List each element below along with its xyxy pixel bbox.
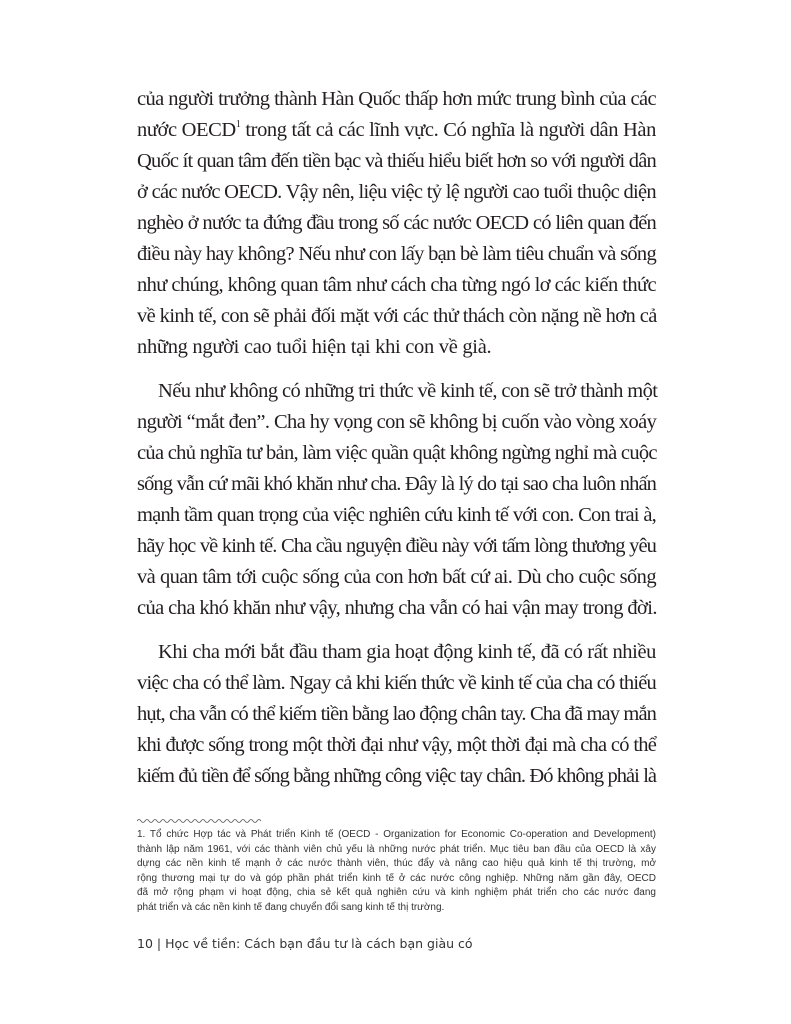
text-line: hãy học về kinh tế. Cha cầu nguyện điều này với tấm lòng thương yêu [137,535,656,557]
footnote-line: 1. Tổ chức Hợp tác và Phát triển Kinh tế (OECD - Organization for Economic Co-operation and Development) [137,829,656,840]
text-line: Quốc ít quan tâm đến tiền bạc và thiếu hiểu biết hơn so với người dân [137,150,656,172]
text-line: của cha khó khăn như vậy, nhưng cha vẫn có hai vận may trong đời. [137,597,657,619]
paragraph-3 [137,637,656,792]
text-line: Khi cha mới bắt đầu tham gia hoạt động kinh tế, đã có rất nhiều [158,641,656,663]
paragraph-2 [137,376,656,624]
text-line: người “mắt đen”. Cha hy vọng con sẽ không bị cuốn vào vòng xoáy [137,411,657,433]
text-line: nghèo ở nước ta đứng đầu trong số các nước OECD có liên quan đến [137,212,656,234]
text-line: về kinh tế, con sẽ phải đối mặt với các thử thách còn nặng nề hơn cả [137,305,657,327]
text-line: kiếm đủ tiền để sống bằng những công việc tay chân. Đó không phải là [137,765,656,787]
text-line: khi được sống trong một thời đại như vậy, một thời đại mà cha có thể [137,734,656,756]
text-line: hụt, cha vẫn có thể kiếm tiền bằng lao động chân tay. Cha đã may mắn [137,703,656,725]
text-line: việc cha có thể làm. Ngay cả khi kiến thức về kinh tế của cha có thiếu [137,672,656,694]
footnote-line: phát triển và các nền kinh tế đang chuyển đổi sang kinh tế thị trường. [137,901,445,913]
text-line: điều này hay không? Nếu như con lấy bạn bè làm tiêu chuẩn và sống [137,243,656,265]
footnote-wavy-divider [137,818,262,824]
text-line: mạnh tầm quan trọng của việc nghiên cứu kinh tế với con. Con trai à, [137,504,656,526]
footnote-line: thành lập năm 1961, với các thành viên chủ yếu là những nước phát triển. Mục tiêu ban đầu của OECD là xây [137,843,656,855]
footnote-ref[interactable]: 1 [235,119,241,130]
page-footer [137,936,473,952]
paragraph-1 [137,84,656,363]
book-title: Học về tiền: Cách bạn đầu tư là cách bạn giàu có [165,936,473,951]
text-line [137,115,656,146]
text-line: và quan tâm tới cuộc sống của con hơn bất cứ ai. Dù cho cuộc sống [137,566,656,588]
text-line: Nếu như không có những tri thức về kinh tế, con sẽ trở thành một [158,380,658,402]
footer-separator: | [156,936,162,951]
footnote [137,828,656,915]
footnote-line: dựng các nền kinh tế mạnh ở các nước thành viên, thúc đẩy và nâng cao hiệu quả kinh tế thị trường, mở [137,858,656,869]
text-line: như chúng, không quan tâm như cách cha từng ngó lơ các kiến thức [137,274,656,296]
page-number: 10 [137,936,153,951]
body-text [137,84,656,805]
line-rest: trong tất cả các lĩnh vực. Có nghĩa là người dân Hàn [240,119,656,141]
text-line: của chủ nghĩa tư bản, làm việc quần quật không ngừng nghỉ mà cuộc [137,442,657,464]
text-line: sống vẫn cứ mãi khó khăn như cha. Đây là lý do tại sao cha luôn nhấn [137,473,656,495]
text-line: ở các nước OECD. Vậy nên, liệu việc tỷ lệ người cao tuổi thuộc diện [137,181,656,203]
footnote-line: đã mở rộng phạm vi hoạt động, chia sẻ kết quả nghiên cứu và kinh nghiệm phát triển cho các nước đang [137,887,656,898]
text-line: của người trưởng thành Hàn Quốc thấp hơn mức trung bình của các [137,88,656,110]
text-line: những người cao tuổi hiện tại khi con về già. [137,336,492,358]
oecd-text: nước OECD [137,119,236,141]
footnote-line: rộng thương mại tự do và góp phần phát triển kinh tế ở các nước công nghiệp. Những năm gần đây, OECD [137,872,656,884]
